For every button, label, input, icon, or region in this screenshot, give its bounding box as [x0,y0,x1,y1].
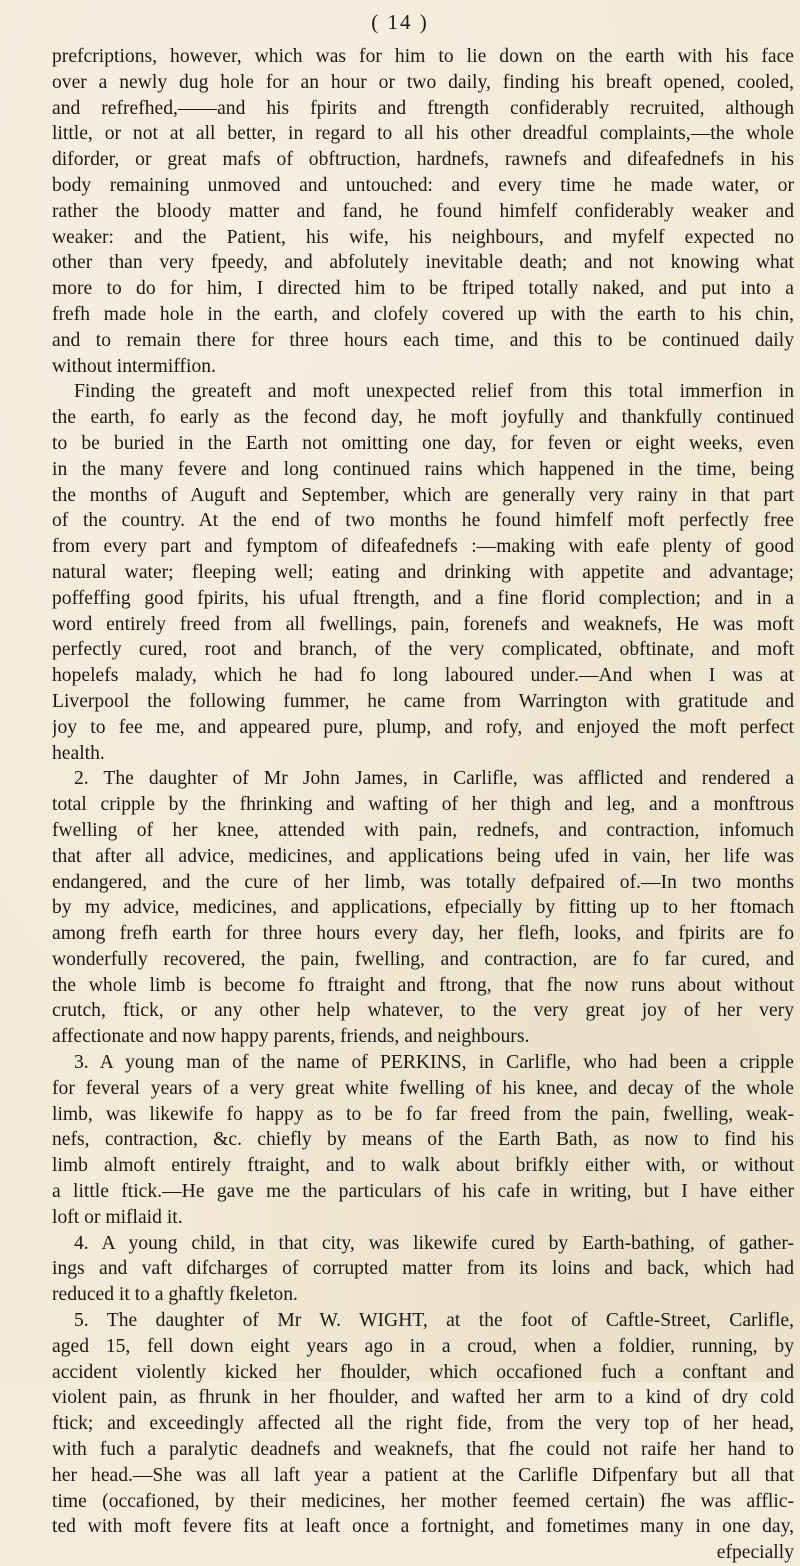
text-line: weaker: and the Patient, his wife, his neighbours, and myfelf expected no [52,226,794,248]
text-line: 3. A young man of the name of PERKINS, in Carlifle, who had been a cripple [74,1052,794,1074]
text-line: over a newly dug hole for an hour or two daily, finding his breaft opened, cooled, [52,71,794,93]
text-line: wonderfully recovered, the pain, fwelling, and contraction, are fo far cured, and [52,948,794,970]
text-line: fwelling of her knee, attended with pain, rednefs, and contraction, infomuch [52,819,794,841]
text-line: limb, was likewife fo happy as to be fo far freed from the pain, fwelling, weak- [52,1103,794,1125]
text-line: the whole limb is become fo ftraight and ftrong, that fhe now runs about without [52,974,794,996]
text-line: loft or miflaid it. [52,1206,183,1228]
text-line: without intermiffion. [52,355,216,377]
text-line: from every part and fymptom of difeafednefs :—making with eafe plenty of good [52,536,794,558]
text-line: efpecially [716,1542,794,1564]
text-line: reduced it to a ghaftly fkeleton. [52,1284,298,1306]
text-line: of the country. At the end of two months he found himfelf moft perfectly free [52,510,794,532]
text-line: frefh made hole in the earth, and clofely covered up with the earth to his chin, [52,303,794,325]
text-line: that after all advice, medicines, and applications being ufed in vain, her life was [52,845,794,867]
text-line: word entirely freed from all fwellings, pain, forenefs and weaknefs, He was moft [52,613,794,635]
text-line: 2. The daughter of Mr John James, in Carlifle, was afflicted and rendered a [74,768,794,790]
text-line: ted with moft fevere fits at leaft once a fortnight, and fometimes many in one day, [52,1516,794,1538]
text-line: body remaining unmoved and untouched: and every time he made water, or [52,174,794,196]
text-line: perfectly cured, root and branch, of the very complicated, obftinate, and moft [52,639,794,661]
body-text [52,44,794,1566]
page-number: ( 14 ) [371,10,429,34]
text-line: in the many fevere and long continued rains which happened in the time, being [52,458,794,480]
text-line: diforder, or great mafs of obftruction, hardnefs, rawnefs and difeafednefs in his [52,149,794,171]
text-line: rather the bloody matter and fand, he found himfelf confiderably weaker and [52,200,794,222]
text-line: and to remain there for three hours each time, and this to be continued daily [52,329,794,351]
text-line: accident violently kicked her fhoulder, which occafioned fuch a conftant and [52,1361,794,1383]
text-line: total cripple by the fhrinking and wafting of her thigh and leg, and a monftrous [52,794,794,816]
text-line: endangered, and the cure of her limb, was totally defpaired of.—In two months [52,871,794,893]
text-line: 5. The daughter of Mr W. WIGHT, at the foot of Caftle-Street, Carlifle, [74,1310,794,1332]
text-line: crutch, ftick, or any other help whatever, to the very great joy of her very [52,1000,794,1022]
text-line: the earth, fo early as the fecond day, he moft joyfully and thankfully continued [52,407,794,429]
text-line: joy to fee me, and appeared pure, plump, and rofy, and enjoyed the moft perfect [52,716,794,738]
text-line: poffeffing good fpirits, his ufual ftrength, and a fine florid complection; and in a [52,587,794,609]
text-line: ftick; and exceedingly affected all the right fide, from the very top of her head, [52,1413,794,1435]
text-line: time (occafioned, by their medicines, her mother feemed certain) fhe was afflic- [52,1490,794,1512]
text-line: nefs, contraction, &c. chiefly by means of the Earth Bath, as now to find his [52,1129,794,1151]
text-line: hopelefs malady, which he had fo long laboured under.—And when I was at [52,665,794,687]
text-line: the months of Auguft and September, which are generally very rainy in that part [52,484,794,506]
text-line: health. [52,742,105,764]
text-line: affectionate and now happy parents, friends, and neighbours. [52,1026,530,1048]
text-line: with fuch a paralytic deadnefs and weaknefs, that fhe could not raife her hand to [52,1439,794,1461]
text-line: prefcriptions, however, which was for him to lie down on the earth with his face [52,46,794,67]
text-line: to be buried in the Earth not omitting one day, for feven or eight weeks, even [52,432,794,454]
text-line: more to do for him, I directed him to be ftriped totally naked, and put into a [52,278,794,300]
text-line: little, or not at all better, in regard to all his other dreadful complaints,—the whole [52,123,794,145]
text-line: other than very fpeedy, and abfolutely inevitable death; and not knowing what [52,252,794,274]
text-line: Liverpool the following fummer, he came from Warrington with gratitude and [52,690,794,712]
text-line: and refrefhed,——and his fpirits and ftrength confiderably recruited, although [52,97,794,119]
text-line: for feveral years of a very great white fwelling of his knee, and decay of the whole [52,1077,794,1099]
text-line: 4. A young child, in that city, was likewife cured by Earth-bathing, of gather- [74,1232,794,1254]
text-line: limb almoft entirely ftraight, and to walk about brifkly either with, or without [52,1155,794,1177]
text-line: ings and vaft difcharges of corrupted matter from its loins and back, which had [52,1258,794,1280]
text-line: Finding the greateft and moft unexpected relief from this total immerfion in [74,381,794,403]
text-line: a little ftick.—He gave me the particulars of his cafe in writing, but I have either [52,1181,794,1203]
text-line: among frefh earth for three hours every day, her flefh, looks, and fpirits are fo [52,923,794,945]
text-line: violent pain, as fhrunk in her fhoulder, and wafted her arm to a kind of dry cold [52,1387,794,1409]
text-line: natural water; fleeping well; eating and drinking with appetite and advantage; [52,561,794,583]
text-line: aged 15, fell down eight years ago in a croud, when a foldier, running, by [52,1335,794,1357]
text-line: her head.—She was all laft year a patient at the Carlifle Difpenfary but all that [52,1464,794,1486]
text-line: by my advice, medicines, and applications, efpecially by fitting up to her ftomach [52,897,794,919]
